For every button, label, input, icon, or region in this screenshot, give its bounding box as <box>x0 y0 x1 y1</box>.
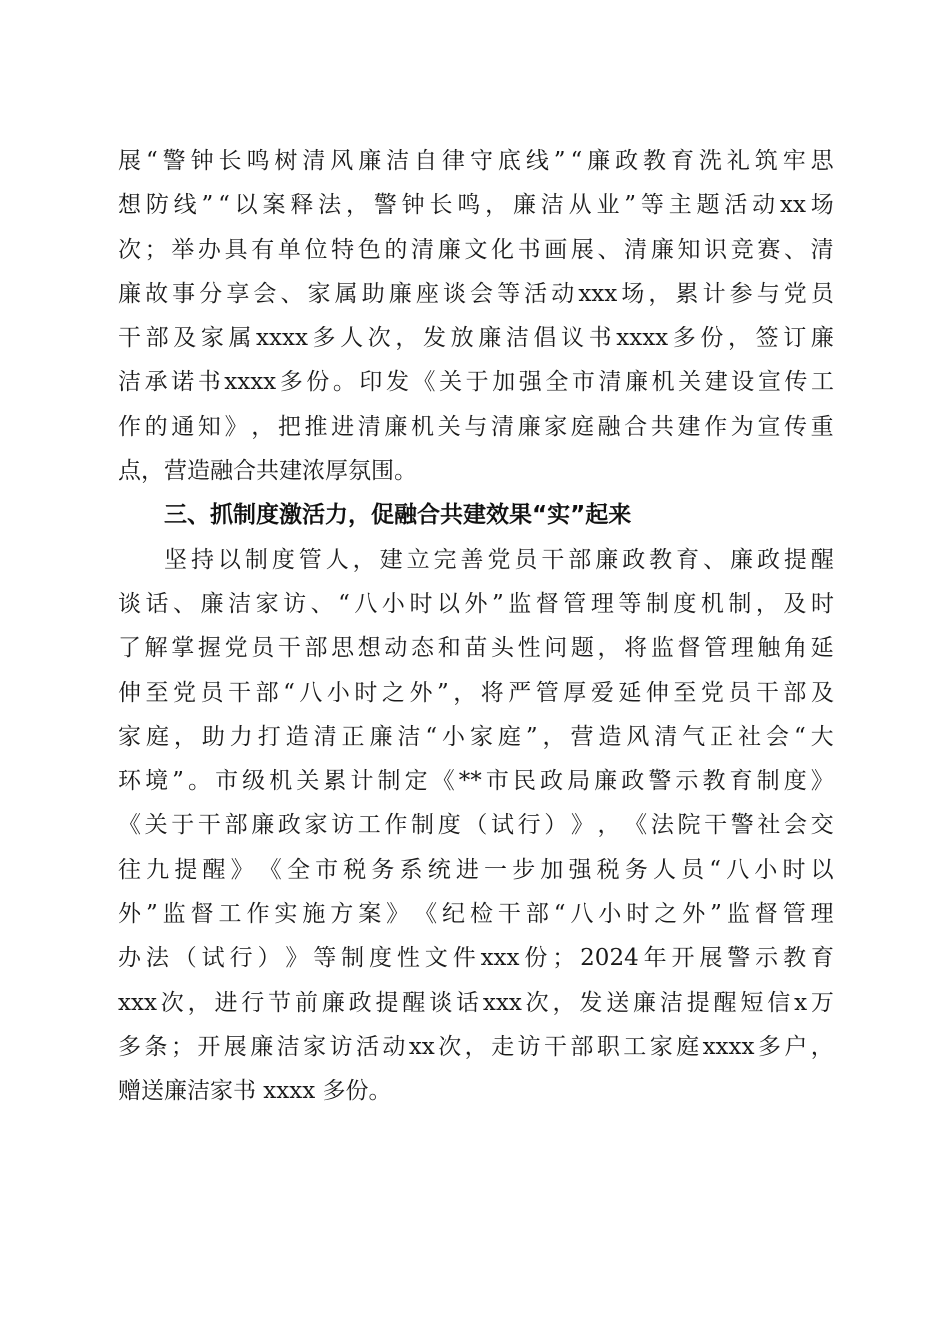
text-line: 赠送廉洁家书 xxxx 多份。 <box>118 1078 392 1105</box>
text-line: 想 防 线 ” “ 以 案 释 法 ， 警 钟 长 鸣 ， 廉 洁 从 业 ” 等 主 题 活 动 xx 场 <box>118 192 834 219</box>
paragraph-1 <box>118 139 834 493</box>
text-line: 环 境 ” 。 市 级 机 关 累 计 制 定 《 ** 市 民 政 局 廉 政 警 示 教 育 制 度 》 <box>118 768 834 795</box>
text-line: 了 解 掌 握 党 员 干 部 思 想 动 态 和 苗 头 性 问 题 ， 将 监 督 管 理 触 角 延 <box>118 635 834 662</box>
text-line: 洁 承 诺 书 xxxx 多 份 。 印 发 《 关 于 加 强 全 市 清 廉 机 关 建 设 宣 传 工 <box>118 369 834 396</box>
text-line: 外 ” 监 督 工 作 实 施 方 案 》 《 纪 检 干 部 “ 八 小 时 之 外 ” 监 督 管 理 <box>118 901 834 928</box>
paragraph-2 <box>118 538 834 1114</box>
text-line: 次 ； 举 办 具 有 单 位 特 色 的 清 廉 文 化 书 画 展 、 清 廉 知 识 竞 赛 、 清 <box>118 236 834 263</box>
text-line: 廉 故 事 分 享 会 、 家 属 助 廉 座 谈 会 等 活 动 xxx 场 ， 累 计 参 与 党 员 <box>118 280 834 307</box>
text-line: 伸 至 党 员 干 部 “ 八 小 时 之 外 ” ， 将 严 管 厚 爱 延 伸 至 党 员 干 部 及 <box>118 679 834 706</box>
text-line: 作 的 通 知 》 ， 把 推 进 清 廉 机 关 与 清 廉 家 庭 融 合 共 建 作 为 宣 传 重 <box>118 413 834 440</box>
text-line: 多 条 ； 开 展 廉 洁 家 访 活 动 xx 次 ， 走 访 干 部 职 工 家 庭 xxxx 多 户 ， <box>118 1033 834 1060</box>
text-line: 家 庭 ， 助 力 打 造 清 正 廉 洁 “ 小 家 庭 ” ， 营 造 风 清 气 正 社 会 “ 大 <box>118 723 834 750</box>
text-line: xxx 次 ， 进 行 节 前 廉 政 提 醒 谈 话 xxx 次 ， 发 送 廉 洁 提 醒 短 信 x 万 <box>118 989 834 1016</box>
text-line: 展 “ 警 钟 长 鸣 树 清 风 廉 洁 自 律 守 底 线 ” “ 廉 政 教 育 洗 礼 筑 牢 思 <box>118 148 834 174</box>
text-line: 干 部 及 家 属 xxxx 多 人 次 ， 发 放 廉 洁 倡 议 书 xxxx 多 份 ， 签 订 廉 <box>118 325 834 352</box>
section-heading: 三、抓制度激活力，促融合共建效果“实”起来 <box>164 502 632 529</box>
text-line: 点，营造融合共建浓厚氛围。 <box>118 458 417 485</box>
text-line: 谈 话 、 廉 洁 家 访 、 “ 八 小 时 以 外 ” 监 督 管 理 等 制 度 机 制 ， 及 时 <box>118 590 834 617</box>
text-line: 坚 持 以 制 度 管 人 ， 建 立 完 善 党 员 干 部 廉 政 教 育 、 廉 政 提 醒 <box>164 546 834 573</box>
text-line: 办 法 （ 试 行 ） 》 等 制 度 性 文 件 xxx 份 ； 2024 年 开 展 警 示 教 育 <box>118 945 834 972</box>
text-line: 往 九 提 醒 》 《 全 市 税 务 系 统 进 一 步 加 强 税 务 人 员 “ 八 小 时 以 <box>118 856 834 883</box>
document-body <box>118 139 834 1114</box>
text-line: 《 关 于 干 部 廉 政 家 访 工 作 制 度 （ 试 行 ） 》 ， 《 法 院 干 警 社 会 交 <box>118 812 834 839</box>
